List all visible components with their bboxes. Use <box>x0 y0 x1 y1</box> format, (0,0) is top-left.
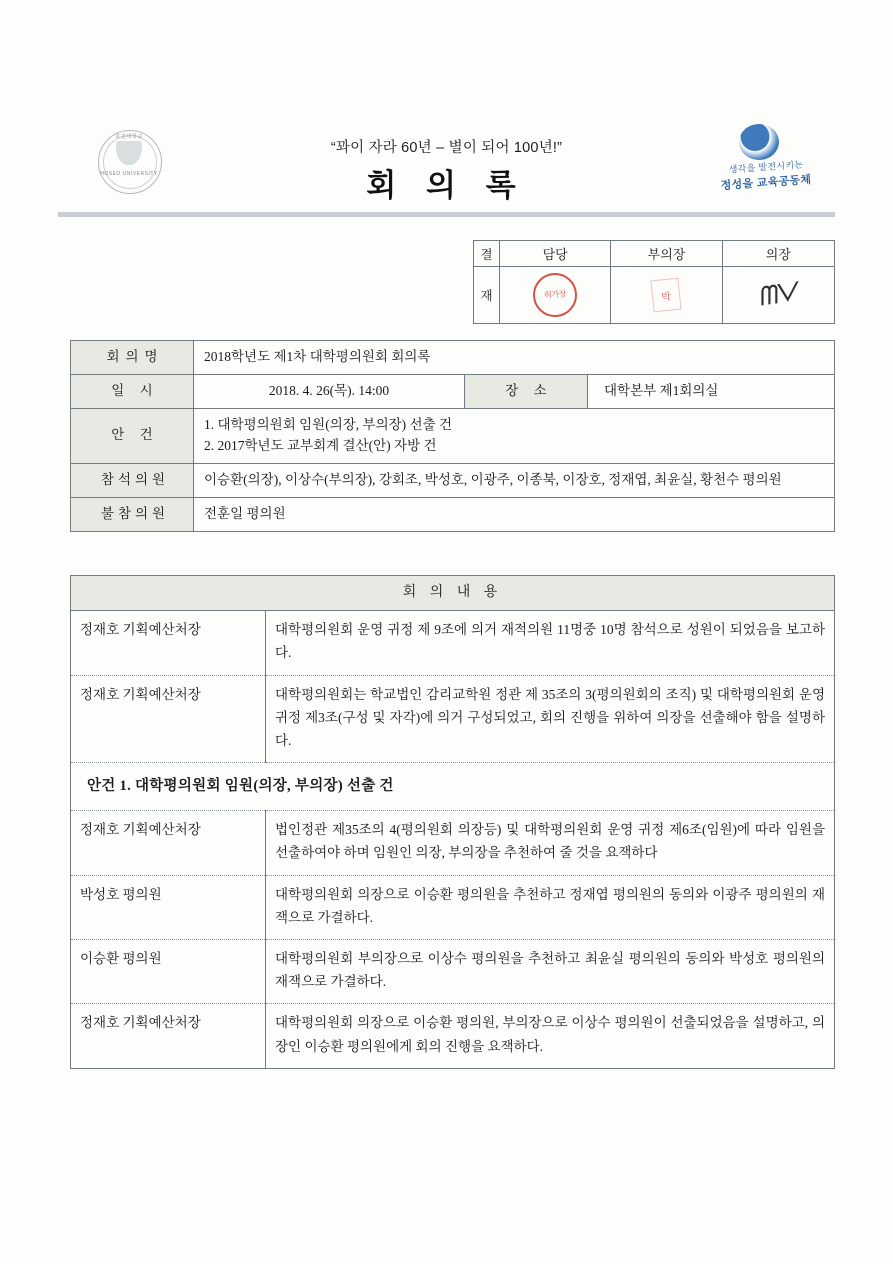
table-row-absentees <box>71 497 835 531</box>
approval-column-header-vice-chair: 부의장 <box>611 241 722 267</box>
approval-box <box>473 240 835 324</box>
label-agenda: 안 건 <box>71 408 194 463</box>
speech-text: 대학평의원회 운영 귀정 제 9조에 의거 재적의원 11명중 10명 참석으로 성원이 되었음을 보고하다. <box>266 611 835 675</box>
speaker-name: 박성호 평의원 <box>71 875 266 939</box>
label-place: 장 소 <box>465 374 588 408</box>
value-absentees: 전훈일 평의원 <box>194 497 835 531</box>
speech-text: 대학평의원회 부의장으로 이상수 평의원을 추천하고 최윤실 평의원의 동의와 박성호 평의원의 재잭으로 가결하다. <box>266 939 835 1003</box>
approval-label-decision: 결 <box>474 241 500 267</box>
logo-swirl-icon <box>739 124 779 160</box>
table-row-agenda <box>71 408 835 463</box>
table-row <box>71 1004 835 1068</box>
approval-column-header-chair: 의장 <box>723 241 834 267</box>
table-row <box>71 811 835 875</box>
speaker-name: 정재호 기획예산처장 <box>71 1004 266 1068</box>
minutes-table <box>70 575 835 1069</box>
header-divider <box>58 212 835 217</box>
minutes-header-label: 회 의 내 용 <box>71 576 835 611</box>
handwritten-signature-icon: ᗰᐯ <box>759 276 797 312</box>
document-header <box>0 118 893 210</box>
table-row <box>71 675 835 763</box>
value-meeting-name: 2018학년도 제1차 대학평의원회 회의록 <box>194 341 835 375</box>
speaker-name: 정재호 기획예산처장 <box>71 811 266 875</box>
label-absentees: 불참의원 <box>71 497 194 531</box>
agenda-item: 2. 2017학년도 교부회계 결산(안) 자방 건 <box>204 437 437 453</box>
table-row <box>71 939 835 1003</box>
education-community-logo-icon <box>711 124 821 194</box>
approval-column-header-staff: 담당 <box>500 241 611 267</box>
emblem-top-text: 호원대학교 <box>115 134 143 140</box>
value-attendees: 이승환(의장), 이상수(부의장), 강회조, 박성호, 이광주, 이종북, 이장호, 정재엽, 최윤실, 황천수 평의원 <box>194 463 835 497</box>
page-title: 회 의 록 <box>366 168 527 203</box>
table-row <box>71 875 835 939</box>
logo-line-1: 생각을 발전시키는 <box>728 159 804 175</box>
approval-stamp-chair <box>723 267 834 323</box>
table-row-datetime-place <box>71 374 835 408</box>
speech-text: 대학평의원회는 학교법인 감리교학원 정관 제 35조의 3(평의원회의 조직) 및 대학평의원회 운영 귀정 제3조(구성 및 자각)에 의거 구성되었고, 회의 진행을 위하여 의장을 선출해야 함을 설명하다. <box>266 675 835 763</box>
approval-stamp-staff <box>500 267 611 323</box>
emblem-bottom-text: HOSEO UNIVERSITY <box>100 171 158 177</box>
minutes-table-header <box>71 576 835 611</box>
table-row-meeting-name <box>71 341 835 375</box>
red-name-stamp-icon: 박 <box>651 278 682 313</box>
table-row <box>71 611 835 675</box>
value-datetime: 2018. 4. 26(목). 14:00 <box>194 374 465 408</box>
value-place: 대학본부 제1회의실 <box>588 374 835 408</box>
logo-line-2: 정성을 교육공동체 <box>720 173 812 193</box>
speaker-name: 정재호 기획예산처장 <box>71 675 266 763</box>
table-row-attendees <box>71 463 835 497</box>
agenda-heading: 안건 1. 대학평의원회 임원(의장, 부의장) 선출 건 <box>71 763 835 811</box>
approval-stamp-vice-chair <box>611 267 722 323</box>
meeting-info-table <box>70 340 835 532</box>
speaker-name: 정재호 기획예산처장 <box>71 611 266 675</box>
speech-text: 대학평의원회 의장으로 이승환 평의원, 부의장으로 이상수 평의원이 선출되었음을 설명하고, 의장인 이승환 평의원에게 회의 진행을 요잭하다. <box>266 1004 835 1068</box>
approval-label-approval: 재 <box>474 267 500 323</box>
value-agenda <box>194 408 835 463</box>
agenda-item: 1. 대학평의원회 임원(의장, 부의장) 선출 건 <box>204 416 453 432</box>
label-datetime: 일 시 <box>71 374 194 408</box>
speaker-name: 이승환 평의원 <box>71 939 266 1003</box>
red-seal-icon: 허가장 <box>532 272 578 318</box>
document-slogan: “꽈이 자라 60년 – 별이 되어 100년!” <box>330 140 563 156</box>
table-row-agenda-heading <box>71 763 835 811</box>
speech-text: 법인정관 제35조의 4(평의원회 의장등) 및 대학평의원회 운영 귀정 제6조(임원)에 따라 임원을 선출하여야 하며 임원인 의장, 부의장을 추천하여 줄 것을 요잭하다 <box>266 811 835 875</box>
label-meeting-name: 회의명 <box>71 341 194 375</box>
speech-text: 대학평의원회 의장으로 이승환 평의원을 추천하고 정재엽 평의원의 동의와 이광주 평의원의 재잭으로 가결하다. <box>266 875 835 939</box>
label-attendees: 참석의원 <box>71 463 194 497</box>
